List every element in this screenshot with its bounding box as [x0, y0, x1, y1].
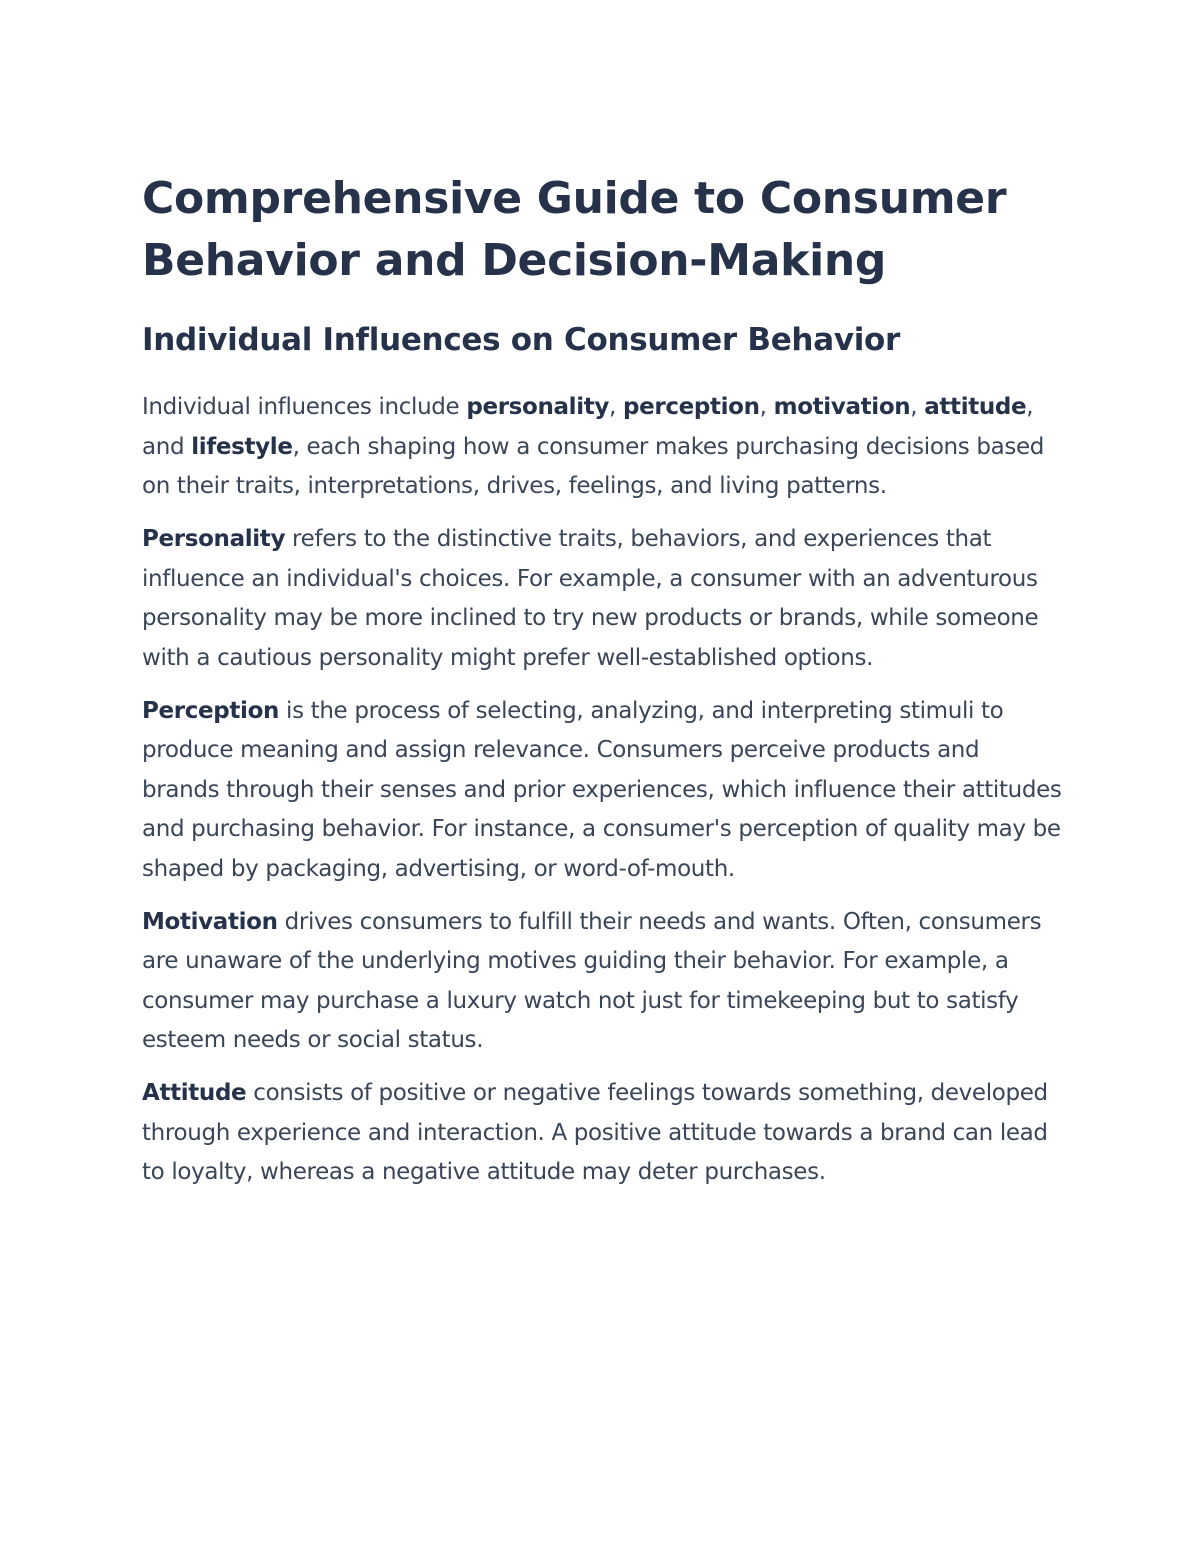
perception-paragraph — [142, 692, 1062, 890]
paragraph-text: drives consumers to fulfill their needs and wants. Often, consumers are unaware of the underlying motives guiding their behavior. For example, a consumer may purchase a luxury watch not just for timekeeping but to satisfy esteem needs or social status. — [142, 908, 1042, 1053]
paragraph-term: Attitude — [142, 1080, 247, 1106]
paragraph-text: is the process of selecting, analyzing, and interpreting stimuli to produce meaning and assign relevance. Consumers perceive products and brands through their senses and prior experiences, which influence their attitudes and purchasing behavior. For instance, a consumer's perception of quality may be shaped by packaging, advertising, or word-of-mouth. — [142, 697, 1062, 882]
section-heading: Individual Influences on Consumer Behavior — [142, 322, 901, 358]
personality-paragraph — [142, 520, 1062, 678]
paragraph-text: refers to the distinctive traits, behaviors, and experiences that influence an individual's choices. For example, a consumer with an adventurous personality may be more inclined to try new products or brands, while someone with a cautious personality might prefer well-established options. — [142, 526, 1039, 671]
intro-text-5: , and — [142, 394, 1034, 460]
term-perception: perception — [622, 394, 760, 420]
document-page — [142, 168, 1062, 1193]
paragraph-term: Perception — [142, 697, 280, 724]
paragraph-term: Motivation — [142, 908, 278, 935]
intro-text-4: , — [910, 394, 925, 420]
motivation-paragraph — [142, 903, 1062, 1061]
term-attitude: attitude — [924, 394, 1027, 420]
intro-text-2: , — [609, 394, 623, 420]
intro-text-6: , each shaping how a consumer makes purchasing decisions based on their traits, interpretations, drives, feelings, and living patterns. — [142, 433, 1045, 499]
term-personality: personality — [466, 394, 610, 420]
term-lifestyle: lifestyle — [191, 433, 293, 460]
paragraph-text: consists of positive or negative feelings towards something, developed through experience and interaction. A positive attitude towards a brand can lead to loyalty, whereas a negative attitude may deter purchases. — [142, 1080, 1048, 1185]
term-motivation: motivation — [773, 394, 911, 420]
intro-text-3: , — [759, 394, 774, 420]
document-title: Comprehensive Guide to Consumer Behavior and Decision-Making — [142, 173, 1007, 286]
intro-text-1: Individual influences include — [142, 394, 467, 420]
intro-paragraph — [142, 388, 1062, 507]
attitude-paragraph — [142, 1074, 1062, 1193]
paragraph-term: Personality — [142, 526, 286, 552]
